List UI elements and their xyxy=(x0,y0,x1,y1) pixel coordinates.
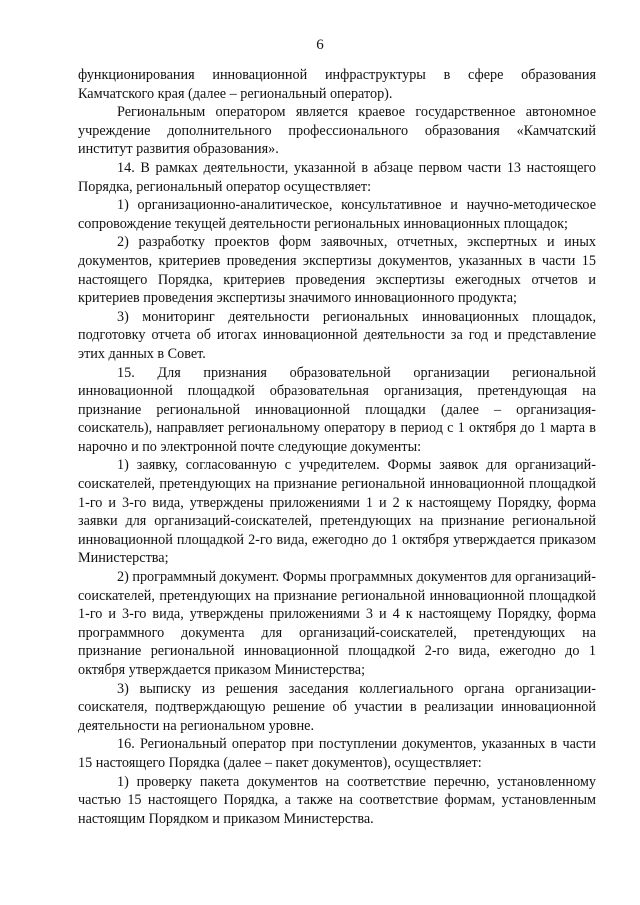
paragraph-16: 16. Региональный оператор при поступлении документов, указанных в части 15 настоящего Порядка (далее – пакет документов), осуществляет: xyxy=(78,736,596,771)
paragraph-15-item-1: 1) заявку, согласованную с учредителем. Формы заявок для организаций-соискателей, претендующих на признание региональной инновационной площадкой 1-го и 3-го вида, утверждены приложениями 1 и 2 к настоящему Порядку, форма заявки для организаций-соискателей, претендующих на признание региональной инновационной площадкой 2-го вида, ежегодно до 1 октября утверждается приказом Министерства; xyxy=(78,457,596,567)
paragraph-regional-operator: Региональным оператором является краевое государственное автономное учреждение дополнительного профессионального образования «Камчатский институт развития образования». xyxy=(78,104,596,158)
page-number: 6 xyxy=(316,37,324,53)
paragraph-14: 14. В рамках деятельности, указанной в абзаце первом части 13 настоящего Порядка, региональный оператор осуществляет: xyxy=(78,159,596,195)
paragraph-16-item-1: 1) проверку пакета документов на соответствие перечню, установленному частью 15 настоящего Порядка, а также на соответствие формам, установленным настоящим Порядком и приказом Министерства. xyxy=(78,773,596,827)
paragraph-14-item-3: 3) мониторинг деятельности региональных инновационных площадок, подготовку отчета об итогах инновационной деятельности за год и представление этих данных в Совет. xyxy=(78,308,596,362)
paragraph-15-item-3: 3) выписку из решения заседания коллегиального органа организации-соискателя, подтверждающую решение об участии в реализации инновационной деятельности на региональном уровне. xyxy=(78,680,596,734)
paragraph-15-item-2: 2) программный документ. Формы программных документов для организаций-соискателей, претендующих на признание региональной инновационной площадкой 1-го и 3-го вида, утверждены приложениями 3 и 4 к настоящему Порядку, форма программного документа для организаций-соискателей, претендующих на признание региональной инновационной площадкой 2-го вида, ежегодно до 1 октября утверждается приказом Министерства; xyxy=(78,569,596,678)
paragraph-15: 15. Для признания образовательной организации региональной инновационной площадкой образовательная организация, претендующая на признание региональной инновационной площадки (далее – организация-соискатель), направляет региональному оператору в период с 1 октября до 1 марта в нарочно и по электронной почте следующие документы: xyxy=(78,364,596,455)
paragraph-continuation: функционирования инновационной инфраструктуры в сфере образования Камчатского края (далее – региональный оператор). xyxy=(78,67,596,102)
paragraph-14-item-1: 1) организационно-аналитическое, консультативное и научно-методическое сопровождение текущей деятельности региональных инновационных площадок; xyxy=(78,197,596,232)
document-body xyxy=(78,66,596,828)
paragraph-14-item-2: 2) разработку проектов форм заявочных, отчетных, экспертных и иных документов, критериев проведения экспертизы документов, указанных в части 15 настоящего Порядка, критериев проведения экспертизы ежегодных отчетов и критериев проведения экспертизы значимого инновационного продукта; xyxy=(78,234,596,307)
